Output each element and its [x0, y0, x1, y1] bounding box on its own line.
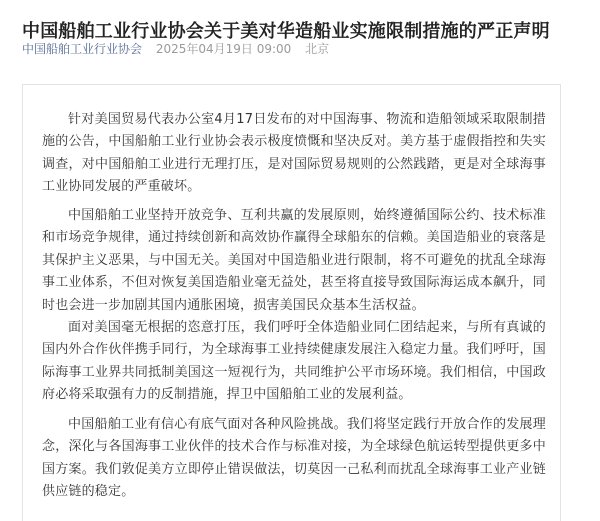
article-paragraph: 中国船舶工业坚持开放竞争、互利共赢的发展原则，始终遵循国际公约、技术标准和市场竞争规律，通过持续创新和高效协作赢得全球船东的信赖。美国造船业的衰落是其保护主义恶果，与中国无关。美国对中国造船业进行限制，将不可避免的扰乱全球海事工业体系，不但对恢复美国造船业毫无益处，甚至将直接导致国际海运成本飙升，同时也会进一步加剧其国内通胀困境，损害美国民众基本生活权益。 [42, 208, 546, 313]
publish-date: 2025年04月19日 09:00 [155, 42, 292, 56]
article-paragraph: 面对美国毫无根据的恣意打压，我们呼吁全体造船业同仁团结起来，与所有真诚的国内外合作伙伴携手同行，为全球海事工业持续健康发展注入稳定力量。我们呼吁，国际海事工业界共同抵制美国这一短视行为，共同维护公平市场环境。我们相信，中国政府必将采取强有力的反制措施，捍卫中国船舶工业的发展利益。 [42, 320, 546, 403]
account-name-link[interactable]: 中国船舶工业行业协会 [22, 42, 143, 56]
article-meta [22, 40, 329, 58]
publish-location: 北京 [305, 42, 330, 56]
article-title: 中国船舶工业行业协会关于美对华造船业实施限制措施的严正声明 [22, 21, 550, 43]
article-paragraph: 针对美国贸易代表办公室4月17日发布的对中国海事、物流和造船领域采取限制措施的公告，中国船舶工业行业协会表示极度愤慨和坚决反对。美方基于虚假指控和失实调查，对中国船舶工业进行无理打压，是对国际贸易规则的公然践踏，更是对全球海事工业协同发展的严重破坏。 [42, 112, 546, 195]
article-paragraph: 中国船舶工业有信心有底气面对各种风险挑战。我们将坚定践行开放合作的发展理念，深化与各国海事工业伙伴的技术合作与标准对接，为全球绿色航运转型提供更多中国方案。我们敦促美方立即停止错误做法，切莫因一己私利而扰乱全球海事工业产业链供应链的稳定。 [42, 417, 546, 500]
